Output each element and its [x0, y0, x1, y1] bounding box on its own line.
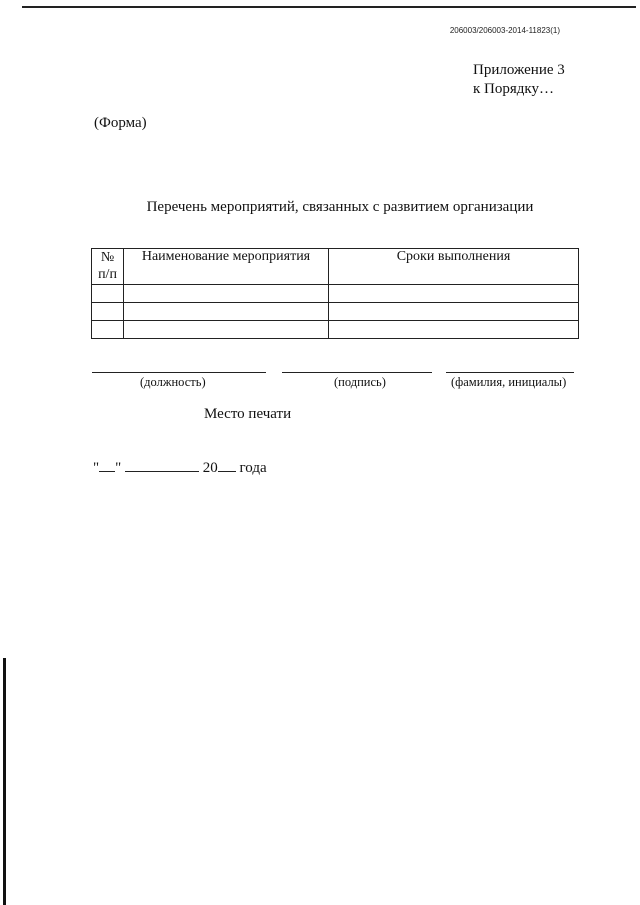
month-blank [125, 459, 199, 472]
date-line [93, 459, 267, 477]
day-blank [99, 459, 115, 472]
name-line [446, 372, 574, 373]
table-cell [329, 285, 579, 303]
header-deadline: Сроки выполнения [329, 249, 579, 285]
table-cell [92, 321, 124, 339]
scan-border-top [22, 6, 636, 8]
table-cell [92, 303, 124, 321]
date-close-quote: " [115, 460, 122, 476]
header-number-line-2: п/п [98, 267, 117, 282]
document-title: Перечень мероприятий, связанных с развитием организации [146, 199, 534, 215]
table-row [92, 321, 579, 339]
header-number [92, 249, 124, 285]
scan-border-left [3, 658, 6, 905]
year-prefix: 20 [202, 460, 218, 476]
year-suffix: года [239, 460, 267, 476]
events-table [91, 248, 579, 339]
table-cell [329, 303, 579, 321]
year-blank [218, 459, 236, 472]
date-open-quote: " [93, 460, 100, 476]
position-caption: (должность) [140, 375, 206, 389]
header-number-line-1: № [100, 250, 115, 265]
signature-line [282, 372, 432, 373]
document-id: 206003/206003-2014-11823(1) [449, 26, 560, 35]
table-row [92, 285, 579, 303]
appendix-line-1: Приложение 3 [473, 62, 565, 78]
table-header-row [92, 249, 579, 285]
name-caption: (фамилия, инициалы) [451, 375, 567, 389]
appendix-line-2: к Порядку… [473, 81, 554, 97]
appendix-reference [473, 61, 565, 99]
table-cell [329, 321, 579, 339]
table-cell [124, 321, 329, 339]
stamp-place: Место печати [204, 406, 292, 422]
table-cell [92, 285, 124, 303]
header-event-name: Наименование мероприятия [124, 249, 329, 285]
table-cell [124, 285, 329, 303]
table-cell [124, 303, 329, 321]
table-row [92, 303, 579, 321]
position-line [92, 372, 266, 373]
signature-caption: (подпись) [334, 375, 386, 389]
form-label: (Форма) [94, 115, 147, 131]
